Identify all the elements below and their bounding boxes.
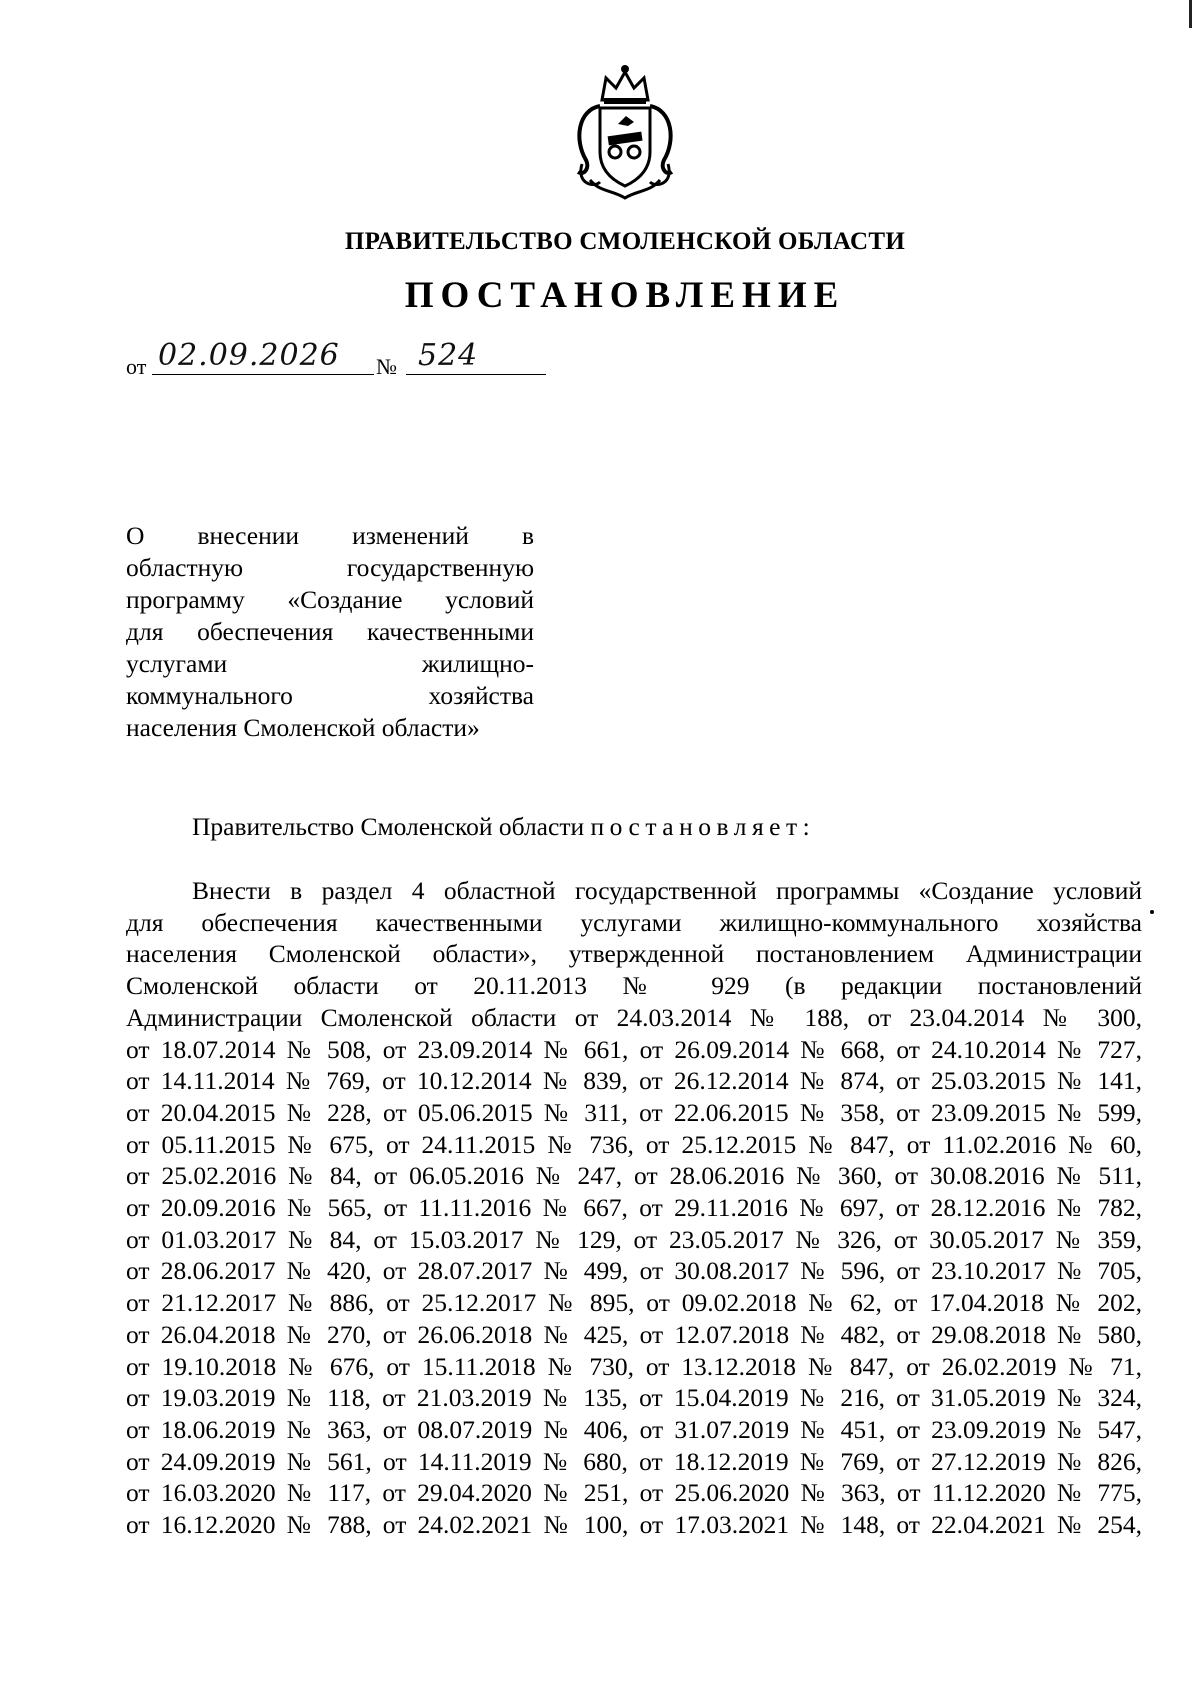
number-label: № xyxy=(376,354,397,379)
body-line: от 24.09.2019 № 561, от 14.11.2019 № 680, от 18.12.2019 № 769, от 27.12.2019 № 826, xyxy=(126,1446,1142,1476)
handwritten-number: 524 xyxy=(418,338,479,373)
body-line: Администрации Смоленской области от 24.03.2014 № 188, от 23.04.2014 № 300, xyxy=(126,1002,1142,1032)
body-line: населения Смоленской области», утвержденной постановлением Администрации xyxy=(126,939,1142,969)
body-line: от 05.11.2015 № 675, от 24.11.2015 № 736, от 25.12.2015 № 847, от 11.02.2016 № 60, xyxy=(126,1129,1142,1159)
body-line: от 16.12.2020 № 788, от 24.02.2021 № 100, от 17.03.2021 № 148, от 22.04.2021 № 254, xyxy=(126,1510,1142,1540)
body-line: от 18.06.2019 № 363, от 08.07.2019 № 406, от 31.07.2019 № 451, от 23.09.2019 № 547, xyxy=(126,1414,1142,1444)
document-body xyxy=(126,875,1142,1541)
body-line: от 20.04.2015 № 228, от 05.06.2015 № 311, от 22.06.2015 № 358, от 23.09.2015 № 599, xyxy=(126,1097,1142,1127)
document-subject xyxy=(126,520,534,744)
body-line: от 18.07.2014 № 508, от 23.09.2014 № 661, от 26.09.2014 № 668, от 24.10.2014 № 727, xyxy=(126,1034,1142,1064)
handwritten-date: 02.09.2026 xyxy=(158,338,340,373)
body-line: от 16.03.2020 № 117, от 29.04.2020 № 251, от 25.06.2020 № 363, от 11.12.2020 № 775, xyxy=(126,1478,1142,1508)
body-line: от 28.06.2017 № 420, от 28.07.2017 № 499, от 30.08.2017 № 596, от 23.10.2017 № 705, xyxy=(126,1256,1142,1286)
subject-line: для обеспечения качественными xyxy=(126,617,534,646)
body-line: от 19.03.2019 № 118, от 21.03.2019 № 135, от 15.04.2019 № 216, от 31.05.2019 № 324, xyxy=(126,1383,1142,1413)
body-line: от 14.11.2014 № 769, от 10.12.2014 № 839, от 26.12.2014 № 874, от 25.03.2015 № 141, xyxy=(126,1066,1142,1096)
date-underline xyxy=(152,374,374,375)
body-line: от 19.10.2018 № 676, от 15.11.2018 № 730, от 13.12.2018 № 847, от 26.02.2019 № 71, xyxy=(126,1351,1142,1381)
subject-line: услугами жилищно- xyxy=(126,649,534,678)
body-line: от 20.09.2016 № 565, от 11.11.2016 № 667, от 29.11.2016 № 697, от 28.12.2016 № 782, xyxy=(126,1193,1142,1223)
resolves-statement xyxy=(192,812,815,842)
body-line: от 25.02.2016 № 84, от 06.05.2016 № 247, от 28.06.2016 № 360, от 30.08.2016 № 511, xyxy=(126,1161,1142,1191)
body-line: от 01.03.2017 № 84, от 15.03.2017 № 129, от 23.05.2017 № 326, от 30.05.2017 № 359, xyxy=(126,1224,1142,1254)
subject-line: населения Смоленской области» xyxy=(126,713,480,742)
body-line: для обеспечения качественными услугами жилищно-коммунального хозяйства xyxy=(126,907,1142,937)
subject-line: программу «Создание условий xyxy=(126,585,534,614)
subject-line: областную государственную xyxy=(126,553,534,582)
resolves-prefix: Правительство Смоленской области xyxy=(192,812,585,841)
date-from-label: от xyxy=(126,354,147,379)
body-line: от 21.12.2017 № 886, от 25.12.2017 № 895, от 09.02.2018 № 62, от 17.04.2018 № 202, xyxy=(126,1288,1142,1318)
body-line: от 26.04.2018 № 270, от 26.06.2018 № 425, от 12.07.2018 № 482, от 29.08.2018 № 580, xyxy=(126,1319,1142,1349)
body-line: Внести в раздел 4 областной государственной программы «Создание условий xyxy=(192,876,1142,905)
subject-line: О внесении изменений в xyxy=(126,521,534,550)
coat-of-arms-icon xyxy=(560,60,690,200)
organization-title: ПРАВИТЕЛЬСТВО СМОЛЕНСКОЙ ОБЛАСТИ xyxy=(344,228,906,255)
scan-edge-mark xyxy=(1189,0,1192,28)
document-type-title: ПОСТАНОВЛЕНИЕ xyxy=(404,275,846,316)
resolves-verb: постановляет: xyxy=(590,812,816,841)
scan-dot-mark xyxy=(1150,910,1154,914)
body-line: Смоленской области от 20.11.2013 № 929 (в редакции постановлений xyxy=(126,971,1142,1001)
subject-line: коммунального хозяйства xyxy=(126,681,534,710)
number-underline xyxy=(406,374,546,375)
